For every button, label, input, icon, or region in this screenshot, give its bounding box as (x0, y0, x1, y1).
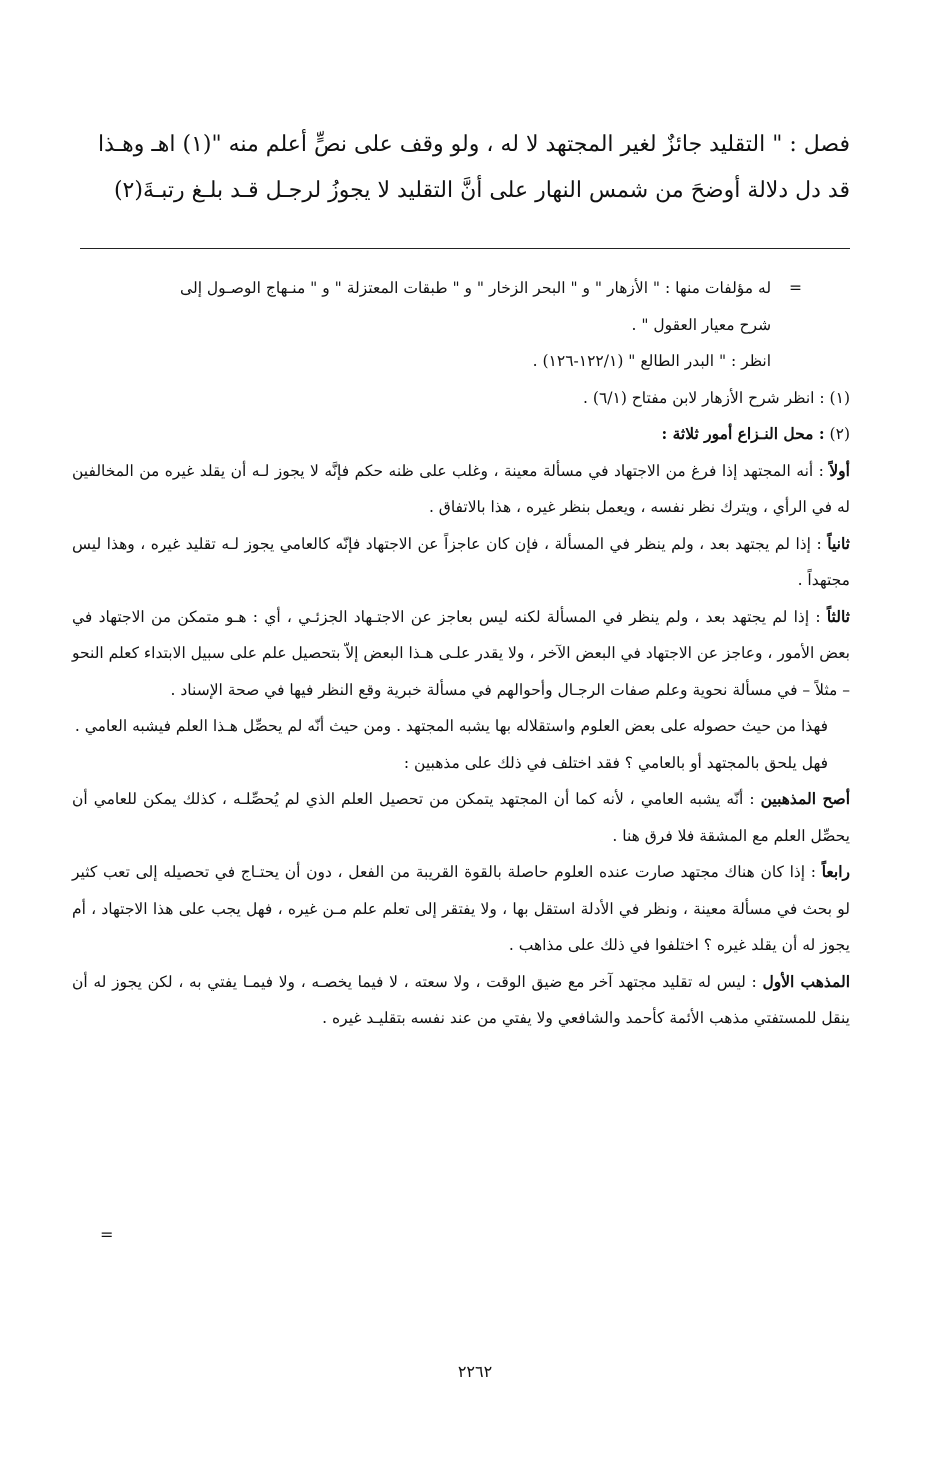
footnote-paragraph (72, 453, 850, 526)
paragraph-text: فهذا من حيث حصوله على بعض العلوم واستقلاله بها يشبه المجتهد . ومن حيث أنّه لم يحصِّل هـذا العلم فيشبه العامي . (74, 717, 828, 735)
main-text (70, 122, 850, 214)
footnotes (72, 270, 850, 1037)
footnote-text: له مؤلفات منها : " الأزهار " و " البحر الزخار " و " طبقات المعتزلة " و " منـهاج الوصـول إلى (180, 279, 772, 297)
footnote-continuation (72, 307, 850, 344)
footnote-paragraph (72, 854, 850, 964)
footnote-text: : انظر شرح الأزهار لابن مفتاح (٦/١) . (583, 388, 825, 407)
paragraph-lead: المذهب الأول (762, 971, 851, 991)
footnote-paragraph (72, 781, 850, 854)
footnote-text: شرح معيار العقول " . (631, 315, 772, 334)
paragraph-text: فهل يلحق بالمجتهد أو بالعامي ؟ فقد اختلف في ذلك على مذهبين : (403, 753, 828, 772)
paragraph-text: : أنّه يشبه العامي ، لأنه كما أن المجتهد يتمكن من تحصيل العلم الذي لم يُحصِّلـه ، كذلك يمكن للعامي أن يحصِّل العلم مع المشقة فلا فرق هنا . (72, 790, 850, 845)
footnote-separator (80, 248, 850, 249)
main-text-line: فصل : " التقليد جائزٌ لغير المجتهد لا له ، ولو وقف على نصٍّ أعلم منه "(١) اهـ وهـذا (98, 132, 850, 157)
paragraph-text: : إذا لم يجتهد بعد ، ولم ينظر في المسألة لكنه ليس بعاجز عن الاجتـهاد الجزئـي ، أي : هـو متمكن من الاجتهاد في بعض الأمور ، وعاجز عن الاجتهاد في البعض الآخر ، ولا يقدر علـى هـذا البعض إلاّ بتحصيل علم على سبيل الابتداء كعلم النحو – مثلاً – في مسألة نحوية وعلم صفات الرجـال وأحوالهم في مسألة خبرية وقع النظر فيها في صحة الإسناد . (72, 607, 850, 699)
paragraph-text: : ليس له تقليد مجتهد آخر مع ضيق الوقت ، ولا سعته ، لا فيما يخصـه ، ولا فيمـا يفتي به ، لكن يجوز له أن ينقل للمستفتي مذهب الأئمة كأحمد والشافعي ولا يفتي من عند نفسه بتقليـد غيره . (72, 972, 850, 1027)
paragraph-lead: ثالثاً (826, 606, 850, 626)
main-text-line: قد دل دلالة أوضحَ من شمس النهار على أنَّ التقليد لا يجوزُ لرجـل قـد بلـغ رتبـةَ(٢) (113, 178, 850, 203)
footnote-paragraph (72, 526, 850, 599)
paragraph-text: : أنه المجتهد إذا فرغ من الاجتهاد في مسألة معينة ، وغلب على ظنه حكم فإنَّه لا يجوز لـه أن يقلد غيره من المخالفين له في الرأي ، ويترك نظر نفسه ، ويعمل بنظر غيره ، هذا بالاتفاق . (72, 461, 850, 516)
footnote-marker: (١) (829, 388, 850, 407)
paragraph-lead: ثانياً (827, 533, 850, 553)
footnote-paragraph (72, 599, 850, 709)
continuation-marker-end: = (100, 1225, 114, 1244)
paragraph-lead: رابعاً (821, 862, 850, 881)
continuation-marker: = (789, 279, 802, 297)
footnote-2 (72, 416, 850, 453)
footnote-continuation (72, 343, 850, 380)
footnote-text: انظر : " البدر الطالع " (١٢٢/١-١٢٦) . (532, 352, 772, 370)
footnote-heading: : محل النـزاع أمور ثلاثة : (661, 424, 825, 443)
paragraph-text: : إذا كان هناك مجتهد صارت عنده العلوم حاصلة بالقوة القريبة من الفعل ، دون أن يحتـاج في تحصيله إلى تعب كثير لو بحث في مسألة معينة ، ونظر في الأدلة استقل بها ، ولا يفتقر إلى تعلم علم مـن غيره ، فهل يجب على هذا الاجتهاد ، أم يجوز له أن يقلد غيره ؟ اختلفوا في ذلك على مذاهب . (72, 863, 850, 954)
paragraph-text: : إذا لم يجتهد بعد ، ولم ينظر في المسألة ، فإن كان عاجزاً عن الاجتهاد فإنّه كالعامي يجوز لـه تقليد غيره ، وهذا ليس مجتهداً . (72, 534, 850, 589)
paragraph-lead: أولاً (829, 460, 850, 480)
page-number: ٢٢٦٢ (457, 1362, 493, 1381)
footnote-continuation (72, 270, 850, 307)
footnote-paragraph (72, 745, 850, 782)
footnote-1 (72, 380, 850, 417)
paragraph-lead: أصح المذهبين (760, 789, 850, 808)
footnote-paragraph (72, 964, 850, 1037)
footnote-paragraph (72, 708, 850, 745)
footnote-marker: (٢) (829, 425, 850, 443)
